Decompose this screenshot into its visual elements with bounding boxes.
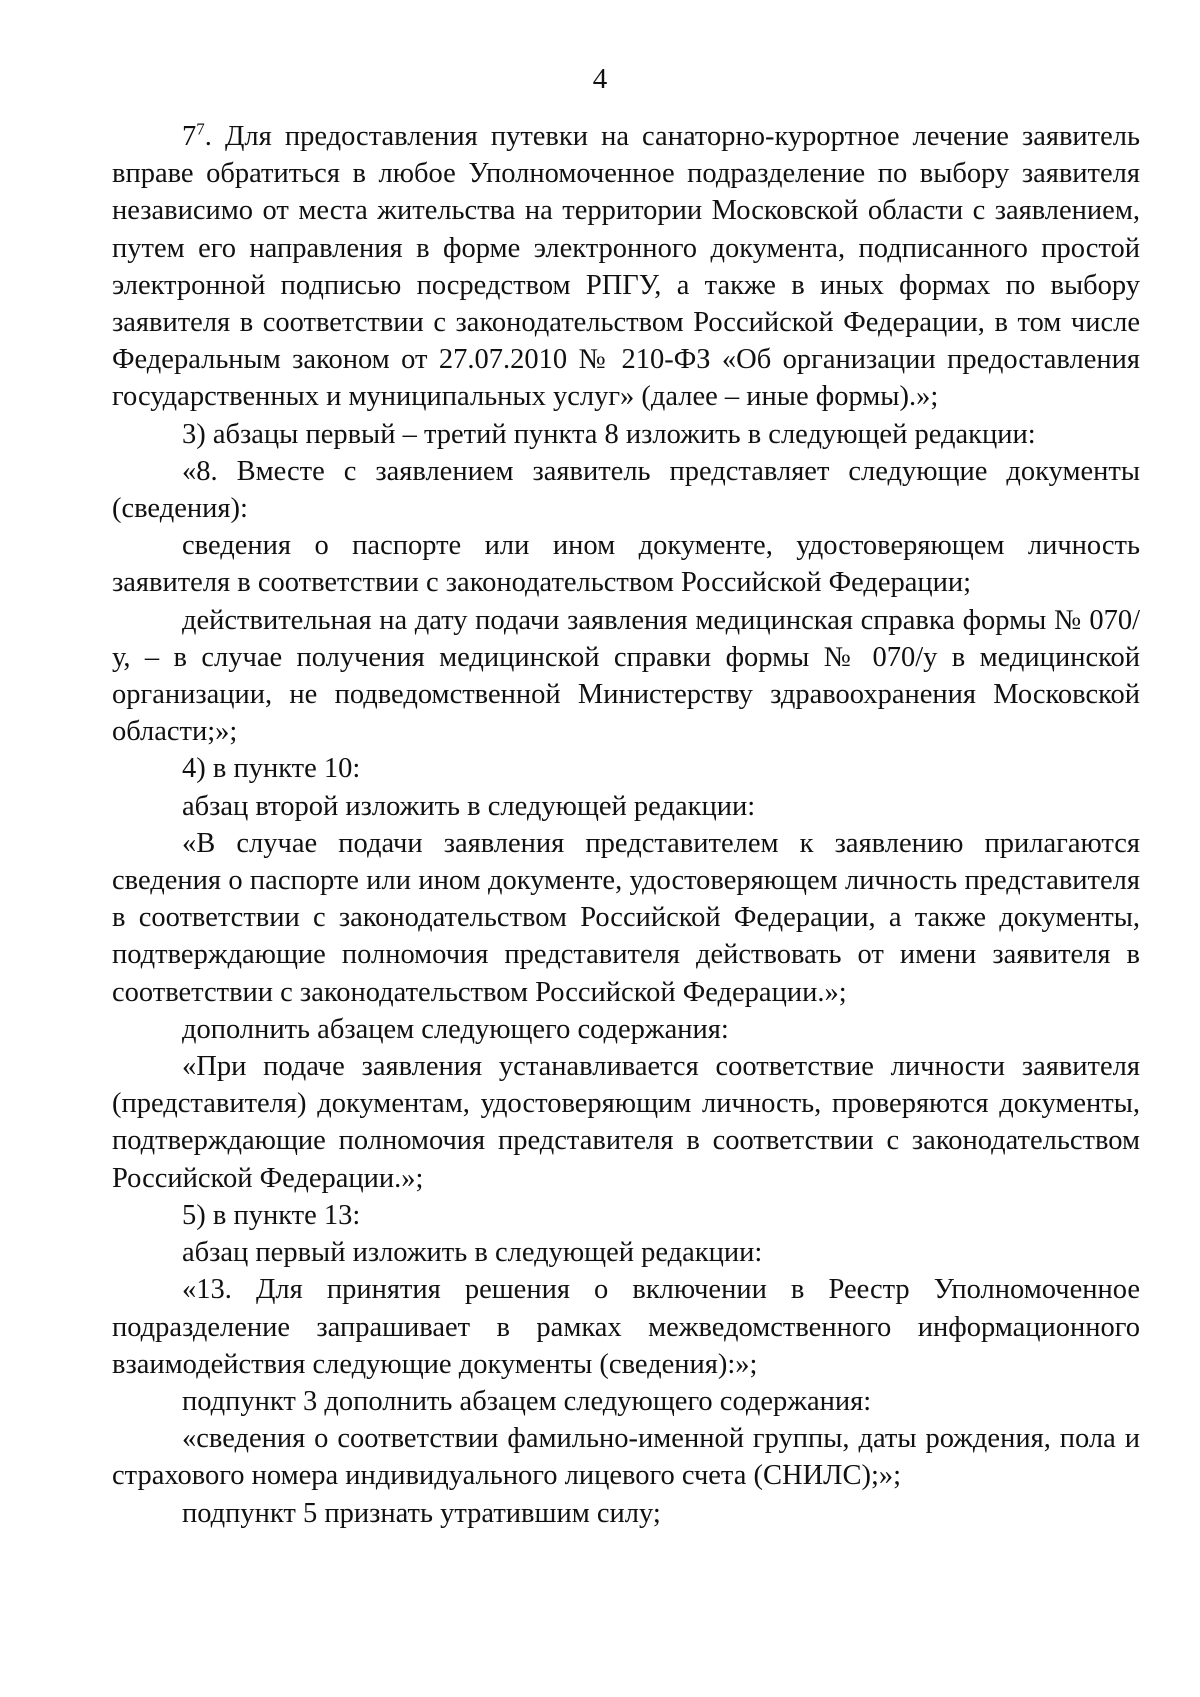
paragraph: «13. Для принятия решения о включении в Реестр Уполномоченное подразделение запрашивает в рамках межведомственного информационного взаимодействия следующие документы (сведения):»;: [112, 1274, 1140, 1380]
paragraph: подпункт 5 признать утратившим силу;: [182, 1497, 661, 1529]
paragraph-7-7: [112, 118, 1140, 416]
paragraph: абзац второй изложить в следующей редакции:: [182, 790, 756, 822]
paragraph-text: . Для предоставления путевки на санаторно-курортное лечение заявитель вправе обратиться в любое Уполномоченное подразделение по выбору заявителя независимо от места жительства на территории Московской области с заявлением, путем его направления в форме электронного документа, подписанного простой электронной подписью посредством РПГУ, а также в иных формах по выбору заявителя в соответствии с законодательством Российской Федерации, в том числе Федеральным законом от 27.07.2010 № 210-ФЗ «Об организации предоставления государственных и муниципальных услуг» (далее – иные формы).»;: [112, 121, 1140, 413]
paragraph: 3) абзацы первый – третий пункта 8 изложить в следующей редакции:: [182, 418, 1036, 450]
document-body: [112, 118, 1140, 1532]
paragraph-marker: 7: [182, 121, 197, 152]
paragraph: 4) в пункте 10:: [182, 753, 361, 785]
paragraph: абзац первый изложить в следующей редакции:: [182, 1237, 763, 1269]
paragraph: подпункт 3 дополнить абзацем следующего содержания:: [182, 1385, 872, 1417]
paragraph: действительная на дату подачи заявления медицинская справка формы № 070/у, – в случае получения медицинской справки формы № 070/у в медицинской организации, не подведомственной Министерству здравоохранения Московской области;»;: [112, 604, 1140, 748]
paragraph: «8. Вместе с заявлением заявитель представляет следующие документы (сведения):: [112, 455, 1140, 525]
paragraph: «При подаче заявления устанавливается соответствие личности заявителя (представителя) документам, удостоверяющим личность, проверяются документы, подтверждающие полномочия представителя в соответствии с законодательством Российской Федерации.»;: [112, 1051, 1140, 1194]
paragraph: сведения о паспорте или ином документе, удостоверяющем личность заявителя в соответствии с законодательством Российской Федерации;: [112, 530, 1140, 599]
paragraph: «В случае подачи заявления представителем к заявлению прилагаются сведения о паспорте или ином документе, удостоверяющем личность представителя в соответствии с законодательством Российской Федерации, а также документы, подтверждающие полномочия представителя действовать от имени заявителя в соответствии с законодательством Российской Федерации.»;: [112, 827, 1140, 1008]
paragraph: «сведения о соответствии фамильно-именной группы, даты рождения, пола и страхового номера индивидуального лицевого счета (СНИЛС);»;: [112, 1423, 1140, 1492]
paragraph: дополнить абзацем следующего содержания:: [182, 1013, 729, 1045]
page-number: 4: [592, 63, 608, 95]
paragraph: 5) в пункте 13:: [182, 1199, 361, 1231]
superscript: 7: [196, 119, 205, 139]
